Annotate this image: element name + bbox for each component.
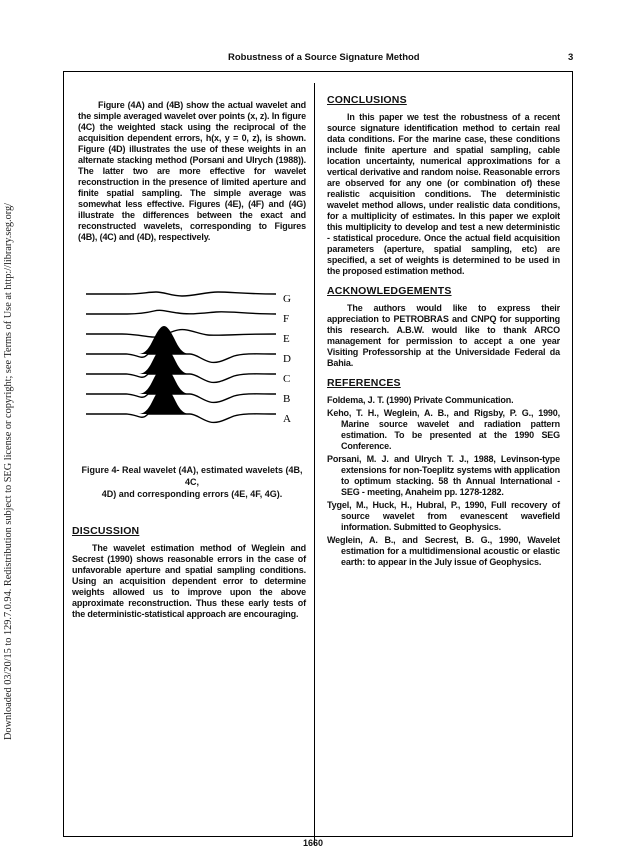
wavelet-figure (86, 280, 308, 452)
figure-caption-line-2: 4D) and corresponding errors (4E, 4F, 4G). (101, 489, 283, 499)
figure-caption-line-1: Figure 4- Real wavelet (4A), estimated wavelets (4B, 4C, (81, 465, 303, 487)
figure-caption (76, 464, 308, 500)
discussion-heading: DISCUSSION (72, 525, 140, 537)
running-title: Robustness of a Source Signature Method (228, 52, 420, 63)
trace-label-G: G (283, 293, 291, 305)
trace-G (86, 292, 276, 296)
trace-label-C: C (283, 373, 291, 385)
right-column (327, 95, 560, 577)
conclusions-section (327, 95, 560, 277)
reference-item: Foldema, J. T. (1990) Private Communication. (327, 395, 514, 405)
trace-F (86, 310, 276, 314)
trace-label-A: A (283, 413, 291, 425)
header-page-number: 3 (568, 52, 574, 63)
conclusions-text: In this paper we test the robustness of a recent source signature identification method to certain real data conditions. For the marine case, these conditions include finite aperture and spatial sampling, cable location uncertainty, numerical approximations for a vertical derivative and random noise. Reasonable errors are observed for any one (or combination of) these realistic acquisition conditions. The deterministic wavelet method allows, under realistic data conditions, for a multiplicity of estimates. In this paper we exploit this multiplicity to develop and test a new deterministic - statistical procedure. Once the actual field acquisition parameters (aperture, spatial sampling, etc) are specified, a set of weights is determined to be used in the proposed estimation method. (327, 112, 560, 276)
download-side-note (2, 120, 16, 740)
reference-item: Tygel, M., Huck, H., Hubral, P., 1990, Full recovery of source wavelet from evanescent wavefield information. Submitted to Geophysics. (327, 500, 560, 532)
conclusions-heading: CONCLUSIONS (327, 94, 407, 106)
running-header (0, 52, 638, 66)
trace-label-D: D (283, 353, 291, 365)
discussion-section (72, 526, 306, 620)
reference-item: Weglein, A. B., and Secrest, B. G., 1990, Wavelet estimation for a multidimensional acoustic or elastic earth: to appear in the July issue of Geophysics. (327, 535, 560, 567)
column-divider (314, 83, 315, 845)
acknowledgements-heading: ACKNOWLEDGEMENTS (327, 285, 452, 297)
trace-label-E: E (283, 333, 290, 345)
trace-E (86, 330, 276, 338)
reference-list (327, 395, 560, 568)
footer-page-number: 1660 (303, 838, 324, 848)
references-heading: REFERENCES (327, 377, 401, 389)
figure-discussion-text: Figure (4A) and (4B) show the actual wavelet and the simple averaged wavelet over points (x, z). In figure (4C) the weighted stack using the reciprocal of the acquisition dependent errors, h(x, y = 0, z), is shown. Figure (4D) illustrates the use of these weights in an alternate stacking method (Porsani and Ulrych (1988)). The latter two are more effective for wavelet reconstruction in the presence of limited aperture and finite spatial sampling. The simple average was somewhat less effective. Figures (4E), (4F) and (4G) illustrate the differences between the exact and reconstructed wavelets, corresponding to Figures (4B), (4C) and (4D), respectively. (78, 100, 306, 242)
trace-D (86, 326, 276, 362)
acknowledgements-text: The authors would like to express their appreciation to PETROBRAS and CNPQ for supporting this research. A.B.W. would like to thank ARCO management for permission to accept a one year Visiting Professorship at the Universidade Federal da Bahia. (327, 303, 560, 368)
figure-discussion-paragraph (78, 100, 306, 243)
reference-item: Porsani, M. J. and Ulrych T. J., 1988, Levinson-type extensions for non-Toeplitz systems with application to optimum stacking. 58 th Annual International - SEG - meeting, Anaheim pp. 1278-1282. (327, 454, 560, 497)
reference-item: Keho, T. H., Weglein, A. B., and Rigsby, P. G., 1990, Marine source wavelet and radiation pattern estimation. To be presented at the 1990 SEG Conference. (327, 408, 560, 451)
discussion-text: The wavelet estimation method of Weglein and Secrest (1990) shows reasonable errors in the case of unfavorable aperture and spatial sampling conditions. Using an acquisition dependent error to determine weights allowed us to improve upon the above approximate reconstruction. Thus these early tests of the deterministic-statistical approach are encouraging. (72, 543, 306, 619)
references-section (327, 378, 560, 568)
trace-label-F: F (283, 313, 290, 325)
acknowledgements-section (327, 286, 560, 369)
trace-label-B: B (283, 393, 291, 405)
download-note-text: Downloaded 03/20/15 to 129.7.0.94. Redistribution subject to SEG license or copyright; see Terms of Use at http://library.seg.org/ (3, 202, 14, 740)
